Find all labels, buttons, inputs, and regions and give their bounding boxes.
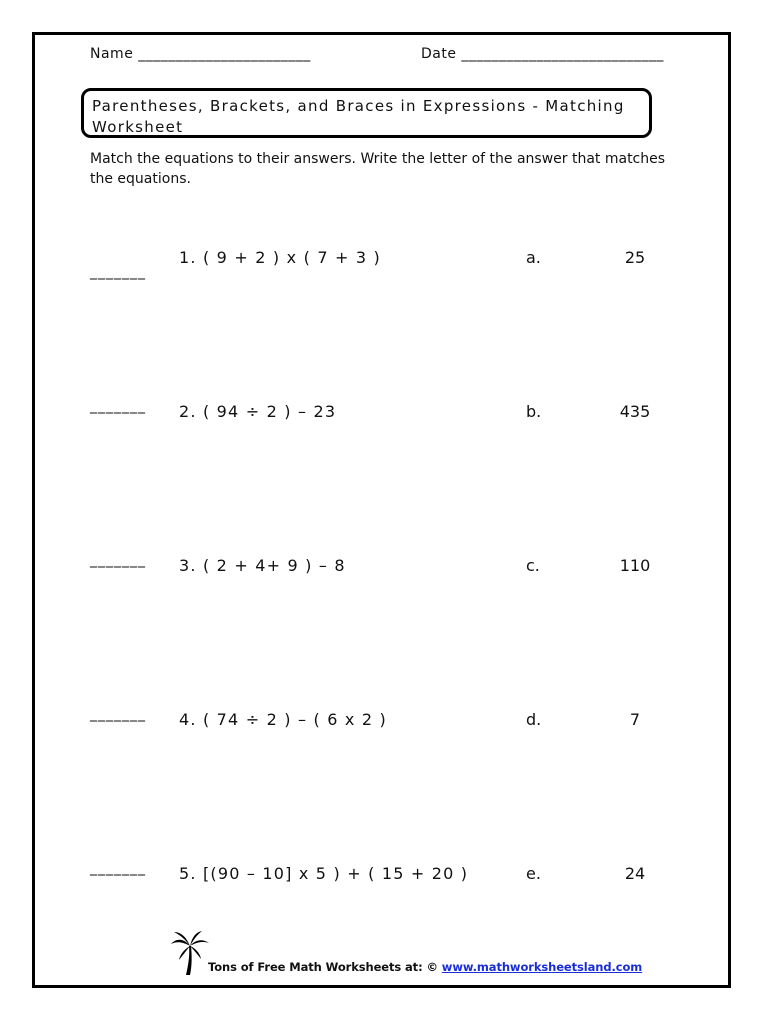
equation-1: 1. ( 9 + 2 ) x ( 7 + 3 ): [179, 248, 381, 267]
answer-letter-d: d.: [526, 710, 542, 729]
worksheet-title: Parentheses, Brackets, and Braces in Expressions - Matching Worksheet: [92, 97, 625, 136]
footer-text: Tons of Free Math Worksheets at: ©: [208, 960, 438, 974]
answer-value-d: 7: [629, 710, 641, 729]
equation-4: 4. ( 74 ÷ 2 ) – ( 6 x 2 ): [179, 710, 387, 729]
title-box: [81, 88, 652, 138]
answer-blank-3: _______: [90, 552, 146, 568]
footer-link[interactable]: www.mathworksheetsland.com: [441, 960, 643, 974]
answer-letter-a: a.: [526, 248, 541, 267]
equation-3: 3. ( 2 + 4+ 9 ) – 8: [179, 556, 346, 575]
answer-blank-5: _______: [90, 860, 146, 876]
answer-value-e: 24: [624, 864, 646, 883]
answer-letter-b: b.: [526, 402, 542, 421]
answer-blank-1: _______: [90, 264, 146, 280]
instructions: Match the equations to their answers. Write the letter of the answer that matches the equations.: [90, 151, 666, 187]
answer-value-a: 25: [624, 248, 646, 267]
answer-blank-4: _______: [90, 706, 146, 722]
answer-blank-2: _______: [90, 398, 146, 414]
equation-5: 5. [(90 – 10] x 5 ) + ( 15 + 20 ): [179, 864, 469, 883]
date-field: Date ___________________________: [421, 46, 664, 62]
answer-value-b: 435: [619, 402, 651, 421]
equation-2: 2. ( 94 ÷ 2 ) – 23: [179, 402, 337, 421]
answer-letter-c: c.: [526, 556, 540, 575]
footer: [208, 960, 642, 974]
name-field: Name _______________________: [90, 46, 311, 62]
answer-value-c: 110: [619, 556, 651, 575]
answer-letter-e: e.: [526, 864, 541, 883]
palm-tree-icon: [170, 928, 210, 976]
